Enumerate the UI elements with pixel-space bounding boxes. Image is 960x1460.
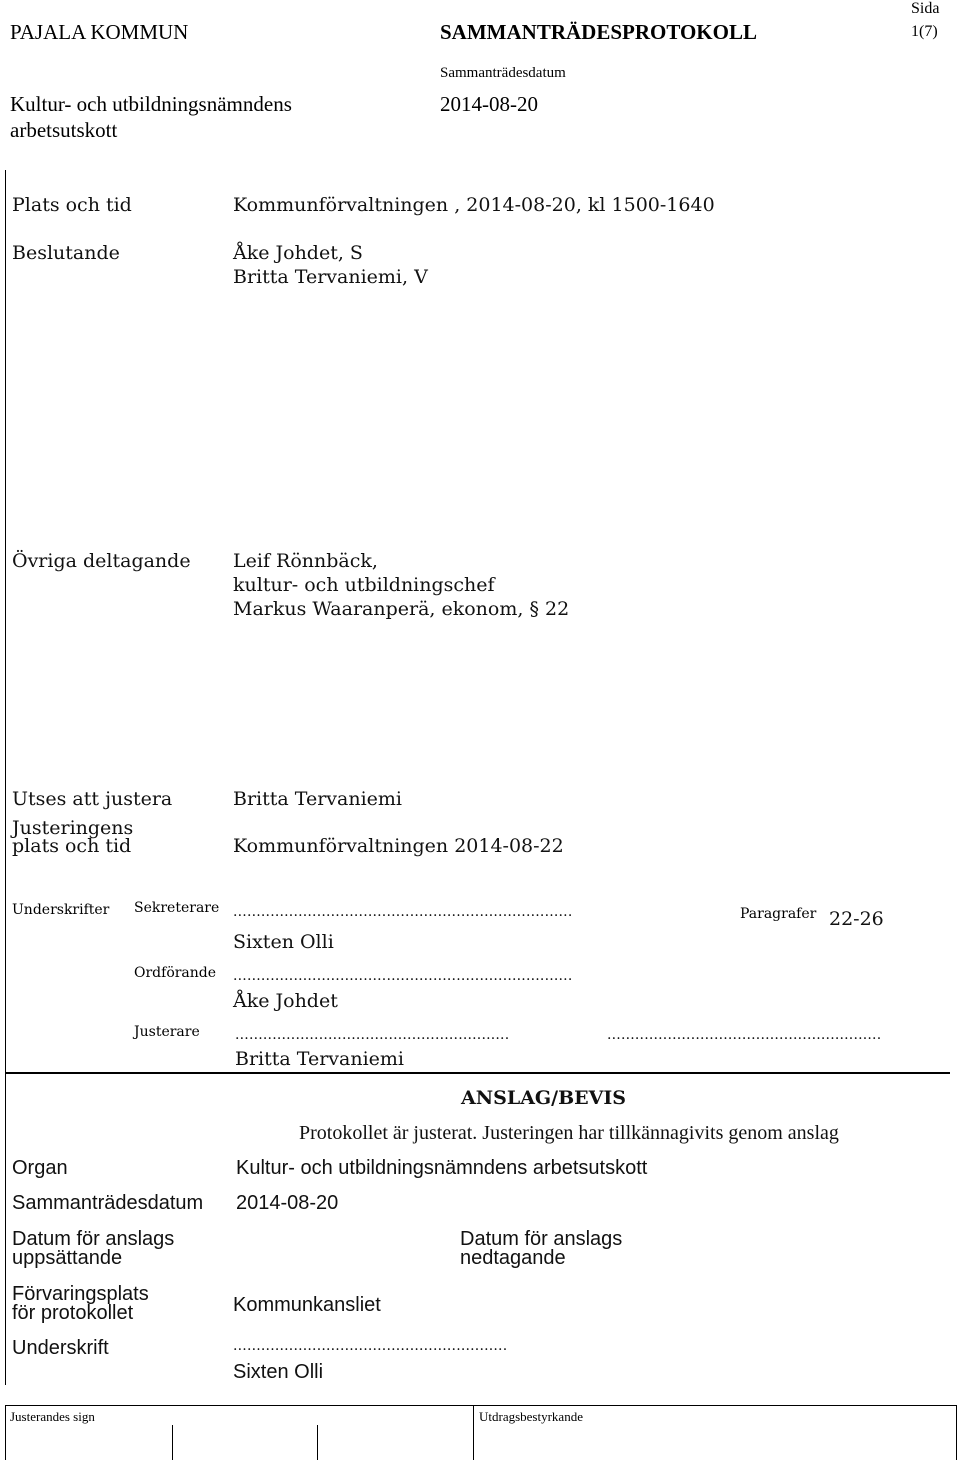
signature-name: Sixten Olli (233, 1361, 324, 1383)
document-type: SAMMANTRÄDESPROTOKOLL (440, 20, 757, 44)
adjuster-signature-line-2: ........................................................... (607, 1027, 882, 1043)
chair-label: Ordförande (134, 965, 217, 981)
adjust-place-value: Kommunförvaltningen 2014-08-22 (233, 835, 564, 857)
deciding-member: Britta Tervaniemi, V (233, 266, 428, 288)
sign-box-divider (317, 1425, 318, 1460)
removal-date-label-2: nedtagande (460, 1247, 566, 1269)
left-border (5, 170, 6, 1385)
adjuster-signature-label: Justerare (134, 1024, 200, 1040)
signatures-label: Underskrifter (12, 902, 110, 918)
secretary-signature-line: ......................................................................... (233, 904, 573, 920)
storage-label: Förvaringsplats (12, 1283, 149, 1305)
place-value: Kommunförvaltningen , 2014-08-20, kl 1500-1640 (233, 194, 715, 216)
notice-statement: Protokollet är justerat. Justeringen har tillkännagivits genom anslag (299, 1122, 839, 1144)
page-label: Sida (911, 0, 940, 17)
others-label: Övriga deltagande (12, 550, 191, 572)
notice-date-label: Sammanträdesdatum (12, 1192, 204, 1214)
storage-value: Kommunkansliet (233, 1294, 381, 1316)
notice-date-value: 2014-08-20 (236, 1192, 339, 1214)
other-participant: kultur- och utbildningschef (233, 574, 495, 596)
deciding-member: Åke Johdet, S (233, 242, 363, 264)
posting-date-label: Datum för anslags (12, 1228, 175, 1250)
organ-value: Kultur- och utbildningsnämndens arbetsutskott (236, 1157, 648, 1179)
secretary-name: Sixten Olli (233, 931, 334, 953)
other-participant: Leif Rönnbäck, (233, 550, 378, 572)
storage-label-2: för protokollet (12, 1302, 134, 1324)
secretary-label: Sekreterare (134, 900, 220, 916)
extract-cert-label: Utdragsbestyrkande (479, 1409, 583, 1424)
removal-date-label: Datum för anslags (460, 1228, 623, 1250)
section-divider (5, 1072, 950, 1074)
deciding-label: Beslutande (12, 242, 120, 264)
signature-line: ........................................................... (233, 1338, 508, 1354)
sign-box-divider (172, 1425, 173, 1460)
notice-title: ANSLAG/BEVIS (461, 1087, 626, 1109)
footer-right-border (956, 1405, 957, 1460)
meeting-date-label: Sammanträdesdatum (440, 65, 566, 81)
municipality-name: PAJALA KOMMUN (10, 20, 189, 44)
footer-left-border (5, 1405, 6, 1460)
chair-signature-line: ......................................................................... (233, 968, 573, 984)
committee-name: Kultur- och utbildningsnämndens (10, 92, 292, 116)
meeting-date: 2014-08-20 (440, 92, 538, 116)
adjuster-value: Britta Tervaniemi (233, 788, 402, 810)
organ-label: Organ (12, 1157, 68, 1179)
paragraphs-value: 22-26 (829, 908, 884, 930)
adjusters-sign-label: Justerandes sign (10, 1409, 95, 1424)
adjust-place-label: Justeringens (12, 817, 134, 839)
signature-label: Underskrift (12, 1337, 109, 1359)
paragraphs-label: Paragrafer (740, 906, 817, 922)
page-number: 1(7) (911, 23, 938, 40)
footer-top-border (5, 1405, 957, 1406)
adjust-place-label-2: plats och tid (12, 835, 132, 857)
adjuster-signature-line: ........................................................... (235, 1027, 510, 1043)
posting-date-label-2: uppsättande (12, 1247, 123, 1269)
other-participant: Markus Waaranperä, ekonom, § 22 (233, 598, 570, 620)
adjuster-name: Britta Tervaniemi (235, 1048, 404, 1070)
footer-mid-border (473, 1405, 474, 1460)
adjuster-label: Utses att justera (12, 788, 173, 810)
committee-subname: arbetsutskott (10, 118, 118, 142)
place-label: Plats och tid (12, 194, 132, 216)
chair-name: Åke Johdet (233, 990, 338, 1012)
